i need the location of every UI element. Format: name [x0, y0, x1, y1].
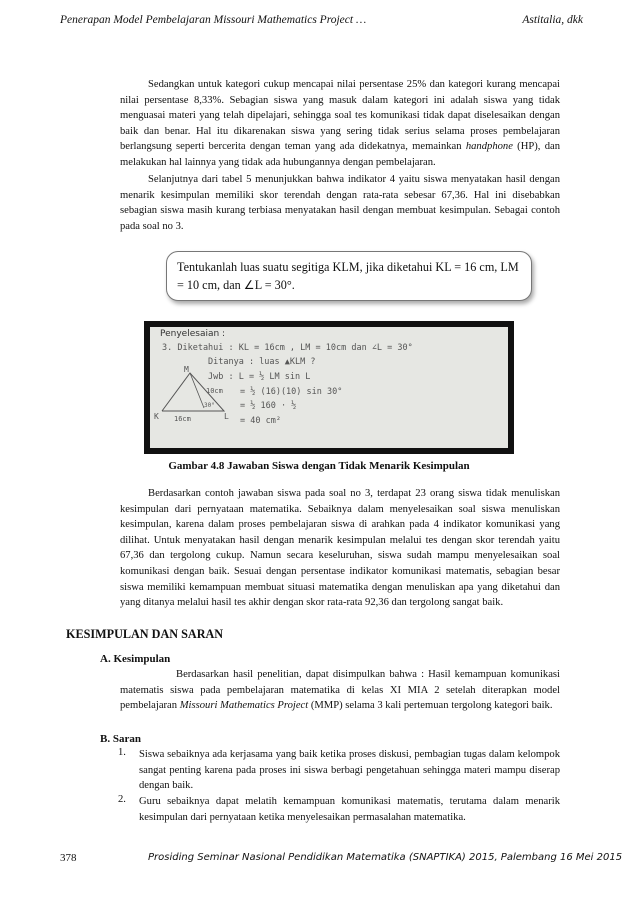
kesimpulan-text-end: (MMP) selama 3 kali pertemuan tergolong kategori baik. — [310, 700, 553, 712]
kesimpulan-text: Berdasarkan hasil penelitian, dapat disimpulkan bahwa : Hasil kemampuan komunikasi matematis siswa pada pembelajaran matematika di kelas XI MIA 2 setelah diterapkan model pembelajaran — [120, 669, 560, 712]
figure-caption: Gambar 4.8 Jawaban Siswa dengan Tidak Menarik Kesimpulan — [168, 460, 470, 472]
footer-proceedings: Prosiding Seminar Nasional Pendidikan Matematika (SNAPTIKA) 2015, Palembang 16 Mei 2015 — [148, 852, 623, 863]
saran-item-1: Siswa sebaiknya ada kerjasama yang baik ketika proses diskusi, pembagian tugas dalam kelompok sangat penting karena pada proses ini siswa berbagi pengetahuan sehingga materi mampu diserap dengan baik. — [139, 749, 560, 792]
italic-term: handphone — [465, 141, 513, 153]
photo-line-result: = 40 cm² — [240, 416, 281, 426]
paragraph-indikator: Selanjutnya dari tabel 5 menunjukkan bahwa indikator 4 yaitu siswa menyatakan hasil dengan menarik kesimpulan memiliki skor terendah dengan rata-rata sebesar 67,36. Hal ini disebabkan sebagian siswa masih kurang terbiasa menyatakan hasil dengan membuat kesimpulan. Sebagai contoh pada soal no 3. — [120, 174, 560, 232]
saran-number-2: 2. — [118, 794, 126, 805]
question-box: Tentukanlah luas suatu segitiga KLM, jika diketahui KL = 16 cm, LM = 10 cm, dan ∠L = 30°. — [166, 251, 532, 301]
student-answer-photo — [144, 321, 514, 454]
triangle-sketch — [154, 363, 234, 423]
paragraph-kategori: Sedangkan untuk kategori cukup mencapai nilai persentase 25% dan kategori kurang mencapai nilai persentase 8,33%. Sebagian siswa yang masuk dalam kategori ini adalah siswa yang tidak menguasai materi yang telah dipelajari, sehingga soal tes komunikasi tidak dapat diselesaikan dengan baik dan benar. Hal itu dikarenakan siswa yang sering tidak serius selama proses pembelajaran berlangsung seperti bercerita dengan teman yang ada didekatnya, memainkan handphone (HP), dan melakukan hal lainnya yang tidak ada hubungannya dengan pembelajaran. — [120, 79, 560, 168]
triangle-side-lm: 10cm — [206, 387, 223, 395]
photo-line-step1: = ½ (16)(10) sin 30° — [240, 387, 343, 397]
triangle-angle-l: 30° — [204, 402, 215, 409]
subheading-kesimpulan: A. Kesimpulan — [100, 653, 171, 665]
running-header-authors: Astitalia, dkk — [522, 14, 583, 26]
photo-line-step2: = ½ 160 · ½ — [240, 401, 297, 411]
saran-number-1: 1. — [118, 747, 126, 758]
photo-line-diketahui: 3. Diketahui : KL = 16cm , LM = 10cm dan ∠L = 30° — [162, 343, 413, 353]
triangle-vertex-m: M — [184, 365, 189, 374]
triangle-vertex-k: K — [154, 412, 159, 421]
subheading-saran: B. Saran — [100, 733, 141, 745]
paragraph-contoh-jawaban: Berdasarkan contoh jawaban siswa pada soal no 3, terdapat 23 orang siswa tidak menuliskan kesimpulan dari pernyataan matematika. Sebaiknya dalam menyelesaikan soal siswa menuliskan kesimpulan, karena dalam proses pembelajaran siswa di arahkan pada 4 indikator komunikasi yang dilihat. Untuk menyatakan hasil dengan menarik kesimpulan melalui tes dengan skor terendah yaitu 67,36 dan tergolong cukup. Namun secara keseluruhan, siswa sudah mampu menyelesaikan soal komunikasi dengan baik. Sesuai dengan persentase indikator komunikasi matematis, sebagian besar siswa memiliki kemampuan membuat situasi matematika dengan menuliskan apa yang diketahui dan yang ditanya melalui hasil tes akhir dengan skor rata-rata 92,36 dan tergolong sangat baik. — [120, 488, 560, 609]
photo-title: Penyelesaian : — [160, 329, 226, 339]
paragraph-kesimpulan — [120, 667, 560, 714]
triangle-side-kl: 16cm — [174, 415, 191, 423]
triangle-vertex-l: L — [224, 412, 229, 421]
running-header-title: Penerapan Model Pembelajaran Missouri Mathematics Project … — [60, 14, 367, 26]
page-number: 378 — [60, 852, 77, 864]
saran-item-2: Guru sebaiknya dapat melatih kemampuan komunikasi matematis, terutama dalam menarik kesimpulan dari pernyataan ketika menyelesaikan permasalahan matematika. — [139, 796, 560, 823]
photo-line-jawab: Jwb : L = ½ LM sin L — [208, 372, 311, 382]
kesimpulan-model-name: Missouri Mathematics Project — [179, 700, 309, 712]
section-title: KESIMPULAN DAN SARAN — [66, 627, 224, 641]
photo-line-ditanya: Ditanya : luas ▲KLM ? — [208, 357, 316, 367]
